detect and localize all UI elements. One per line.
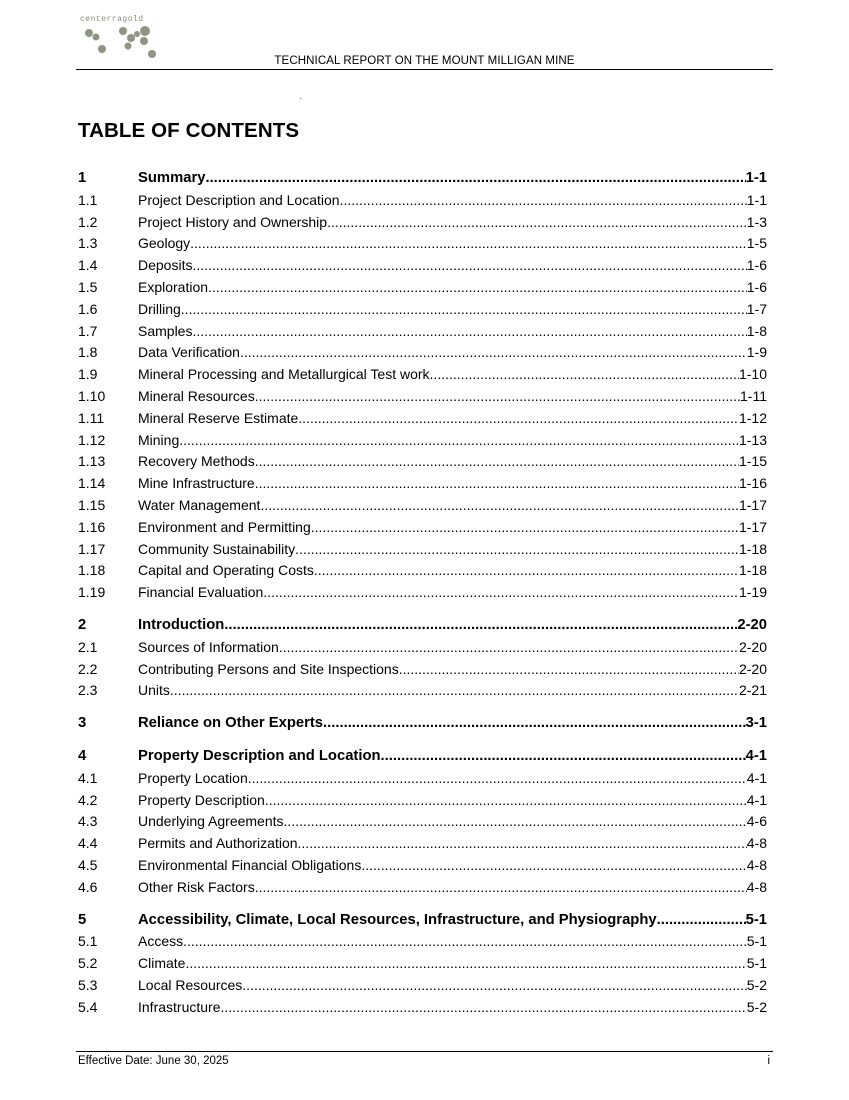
toc-section-entry[interactable] (78, 953, 767, 975)
toc-entry-title: Environment and Permitting (138, 518, 311, 535)
toc-entry-page: 3-1 (745, 715, 767, 732)
toc-entry-title: Drilling (138, 300, 181, 317)
toc-entry-page: 1-17 (738, 496, 767, 513)
toc-entry-number: 4.2 (78, 791, 98, 808)
toc-entry-page: 4-8 (746, 878, 767, 895)
toc-entry-number: 1.4 (78, 257, 98, 274)
toc-entry-title: Mineral Reserve Estimate (138, 409, 299, 426)
toc-entry-page: 1-11 (740, 387, 767, 404)
toc-chapter-group (78, 615, 767, 702)
toc-entry-number: 3 (78, 715, 87, 732)
toc-entry-page: 1-18 (738, 540, 767, 557)
toc-entry-page: 1-10 (738, 366, 767, 383)
toc-dot-leader (298, 408, 739, 430)
toc-entry-number: 4.4 (78, 835, 98, 852)
toc-entry-page: 2-20 (738, 638, 767, 655)
toc-entry-title: Capital and Operating Costs (138, 562, 314, 579)
toc-entry-title: Reliance on Other Experts (138, 715, 324, 732)
toc-entry-page: 2-21 (738, 682, 767, 699)
toc-entry-number: 1.8 (78, 344, 98, 361)
toc-entry-number: 4 (78, 747, 87, 764)
toc-dot-leader (399, 659, 739, 681)
toc-section-entry[interactable] (78, 408, 767, 430)
logo-wordmark: centerragold (80, 15, 144, 24)
toc-chapter-entry[interactable] (78, 713, 767, 735)
toc-entry-title: Water Management (138, 496, 261, 513)
toc-entry-number: 1.18 (78, 562, 106, 579)
toc-section-entry[interactable] (78, 342, 767, 364)
toc-entry-title: Property Location (138, 769, 248, 786)
toc-section-entry[interactable] (78, 680, 767, 702)
toc-section-entry[interactable] (78, 233, 767, 255)
toc-section-entry[interactable] (78, 495, 767, 517)
toc-entry-page: 4-1 (746, 791, 767, 808)
toc-entry-title: Summary (138, 170, 206, 186)
toc-dot-leader (265, 790, 747, 812)
toc-dot-leader (192, 321, 746, 343)
toc-entry-number: 1.1 (78, 191, 98, 208)
toc-dot-leader (242, 975, 746, 997)
table-of-contents (78, 168, 767, 1029)
toc-section-entry[interactable] (78, 321, 767, 343)
toc-entry-number: 1.17 (78, 540, 106, 557)
toc-entry-page: 1-1 (746, 191, 767, 208)
toc-dot-leader (255, 877, 747, 899)
toc-section-entry[interactable] (78, 430, 767, 452)
toc-dot-leader (323, 713, 746, 735)
toc-dot-leader (248, 768, 747, 790)
toc-entry-title: Climate (138, 955, 186, 972)
toc-entry-title: Deposits (138, 257, 193, 274)
toc-section-entry[interactable] (78, 473, 767, 495)
toc-section-entry[interactable] (78, 190, 767, 212)
toc-entry-title: Introduction (138, 616, 225, 633)
toc-dot-leader (220, 997, 746, 1019)
toc-entry-title: Samples (138, 322, 193, 339)
toc-entry-title: Project History and Ownership (138, 213, 328, 230)
toc-chapter-entry[interactable] (78, 168, 767, 190)
toc-entry-page: 5-2 (746, 998, 767, 1015)
toc-section-entry[interactable] (78, 855, 767, 877)
toc-section-entry[interactable] (78, 451, 767, 473)
toc-entry-title: Units (138, 682, 170, 699)
toc-section-entry[interactable] (78, 255, 767, 277)
toc-entry-page: 4-1 (745, 747, 767, 764)
toc-entry-page: 1-6 (746, 257, 767, 274)
toc-entry-title: Exploration (138, 278, 209, 295)
toc-dot-leader (314, 560, 739, 582)
footer-divider (76, 1051, 773, 1052)
toc-dot-leader (279, 637, 739, 659)
toc-dot-leader (657, 910, 746, 932)
toc-entry-page: 4-6 (746, 813, 767, 830)
toc-entry-page: 1-15 (738, 453, 767, 470)
page-number: i (767, 1055, 770, 1067)
toc-entry-title: Community Sustainability (138, 540, 296, 557)
toc-entry-number: 5.2 (78, 955, 98, 972)
toc-entry-number: 1 (78, 170, 87, 186)
toc-entry-page: 2-20 (738, 660, 767, 677)
toc-entry-title: Financial Evaluation (138, 584, 264, 601)
toc-dot-leader (208, 277, 747, 299)
toc-entry-number: 1.6 (78, 300, 98, 317)
toc-entry-number: 1.10 (78, 387, 106, 404)
toc-entry-number: 4.3 (78, 813, 98, 830)
toc-entry-number: 5.4 (78, 998, 98, 1015)
toc-entry-title: Data Verification (138, 344, 240, 361)
toc-dot-leader (255, 473, 739, 495)
toc-dot-leader (298, 833, 747, 855)
toc-entry-title: Environmental Financial Obligations (138, 856, 362, 873)
toc-entry-title: Mineral Resources (138, 387, 255, 404)
toc-entry-title: Mine Infrastructure (138, 475, 255, 492)
toc-dot-leader (340, 190, 747, 212)
toc-entry-title: Contributing Persons and Site Inspections (138, 660, 399, 677)
toc-entry-title: Other Risk Factors (138, 878, 255, 895)
toc-entry-title: Underlying Agreements (138, 813, 284, 830)
toc-entry-number: 1.7 (78, 322, 98, 339)
toc-section-entry[interactable] (78, 539, 767, 561)
toc-section-entry[interactable] (78, 299, 767, 321)
toc-entry-title: Local Resources (138, 976, 243, 993)
toc-chapter-entry[interactable] (78, 746, 767, 768)
toc-entry-number: 2.2 (78, 660, 98, 677)
toc-dot-leader (327, 212, 747, 234)
toc-dot-leader (263, 582, 739, 604)
toc-dot-leader (192, 255, 746, 277)
toc-entry-page: 1-12 (738, 409, 767, 426)
toc-entry-number: 5.1 (78, 933, 98, 950)
toc-chapter-group (78, 168, 767, 604)
toc-entry-number: 1.9 (78, 366, 98, 383)
toc-section-entry[interactable] (78, 364, 767, 386)
toc-section-entry[interactable] (78, 975, 767, 997)
toc-entry-number: 2 (78, 616, 87, 633)
toc-section-entry[interactable] (78, 811, 767, 833)
toc-section-entry[interactable] (78, 637, 767, 659)
toc-entry-number: 2.3 (78, 682, 98, 699)
toc-section-entry[interactable] (78, 582, 767, 604)
toc-entry-page: 4-8 (746, 835, 767, 852)
toc-entry-title: Infrastructure (138, 998, 221, 1015)
toc-entry-page: 5-2 (746, 976, 767, 993)
toc-entry-page: 5-1 (746, 933, 767, 950)
toc-entry-page: 1-16 (738, 475, 767, 492)
toc-dot-leader (181, 299, 747, 321)
toc-entry-number: 2.1 (78, 638, 98, 655)
toc-entry-title: Property Description (138, 791, 265, 808)
toc-dot-leader (190, 233, 747, 255)
toc-chapter-group (78, 746, 767, 899)
toc-dot-leader (311, 517, 739, 539)
toc-dot-leader (224, 615, 737, 637)
toc-entry-title: Accessibility, Climate, Local Resources, Infrastructure, and Physiography (138, 911, 657, 928)
toc-entry-page: 4-8 (746, 856, 767, 873)
toc-entry-number: 1.3 (78, 235, 98, 252)
toc-entry-title: Mining (138, 431, 180, 448)
toc-dot-leader (430, 364, 739, 386)
toc-entry-page: 1-7 (746, 300, 767, 317)
toc-dot-leader (295, 539, 739, 561)
toc-dot-leader (255, 451, 739, 473)
toc-entry-number: 1.11 (78, 409, 105, 426)
toc-entry-number: 4.5 (78, 856, 98, 873)
toc-entry-title: Recovery Methods (138, 453, 255, 470)
toc-section-entry[interactable] (78, 386, 767, 408)
toc-dot-leader (205, 168, 745, 190)
toc-entry-title: Geology (138, 235, 191, 252)
toc-entry-page: 1-8 (746, 322, 767, 339)
toc-dot-leader (284, 811, 747, 833)
toc-entry-page: 5-1 (746, 955, 767, 972)
report-title: TECHNICAL REPORT ON THE MOUNT MILLIGAN MINE (274, 55, 575, 67)
toc-entry-number: 1.19 (78, 584, 106, 601)
toc-dot-leader (240, 342, 747, 364)
toc-entry-page: 5-1 (745, 911, 767, 928)
toc-entry-number: 1.14 (78, 475, 106, 492)
toc-chapter-entry[interactable] (78, 910, 767, 932)
toc-section-entry[interactable] (78, 768, 767, 790)
toc-dot-leader (183, 931, 747, 953)
toc-entry-number: 1.13 (78, 453, 106, 470)
toc-entry-page: 1-18 (738, 562, 767, 579)
toc-chapter-group (78, 713, 767, 735)
effective-date: Effective Date: June 30, 2025 (78, 1055, 229, 1067)
toc-entry-page: 1-3 (746, 213, 767, 230)
toc-section-entry[interactable] (78, 997, 767, 1019)
toc-entry-page: 1-13 (738, 431, 767, 448)
toc-entry-page: 1-17 (738, 518, 767, 535)
toc-entry-number: 1.5 (78, 278, 98, 295)
toc-section-entry[interactable] (78, 517, 767, 539)
toc-dot-leader (255, 386, 740, 408)
toc-entry-number: 1.12 (78, 431, 106, 448)
toc-section-entry[interactable] (78, 212, 767, 234)
toc-entry-page: 1-1 (745, 170, 767, 186)
toc-entry-page: 4-1 (746, 769, 767, 786)
toc-section-entry[interactable] (78, 931, 767, 953)
toc-entry-number: 4.6 (78, 878, 98, 895)
header-divider (76, 69, 773, 70)
toc-section-entry[interactable] (78, 277, 767, 299)
toc-entry-title: Sources of Information (138, 638, 279, 655)
toc-section-entry[interactable] (78, 833, 767, 855)
toc-dot-leader (170, 680, 739, 702)
toc-entry-number: 1.2 (78, 213, 98, 230)
toc-entry-title: Mineral Processing and Metallurgical Test work (138, 366, 430, 383)
toc-entry-number: 5.3 (78, 976, 98, 993)
toc-section-entry[interactable] (78, 560, 767, 582)
toc-entry-number: 1.15 (78, 496, 106, 513)
toc-entry-page: 1-19 (738, 584, 767, 601)
toc-section-entry[interactable] (78, 659, 767, 681)
toc-section-entry[interactable] (78, 790, 767, 812)
page-speck (300, 98, 301, 99)
toc-entry-number: 4.1 (78, 769, 98, 786)
toc-dot-leader (179, 430, 739, 452)
toc-dot-leader (185, 953, 746, 975)
toc-dot-leader (381, 746, 746, 768)
toc-chapter-entry[interactable] (78, 615, 767, 637)
toc-entry-title: Permits and Authorization (138, 835, 298, 852)
toc-entry-title: Access (138, 933, 184, 950)
toc-heading: TABLE OF CONTENTS (78, 119, 300, 142)
toc-entry-page: 1-5 (746, 235, 767, 252)
toc-chapter-group (78, 910, 767, 1019)
toc-entry-number: 1.16 (78, 518, 106, 535)
toc-section-entry[interactable] (78, 877, 767, 899)
toc-entry-number: 5 (78, 911, 87, 928)
toc-entry-title: Property Description and Location (138, 747, 381, 764)
toc-entry-page: 1-6 (746, 278, 767, 295)
toc-entry-page: 1-9 (746, 344, 767, 361)
toc-dot-leader (260, 495, 739, 517)
toc-dot-leader (361, 855, 746, 877)
toc-entry-page: 2-20 (737, 616, 767, 633)
toc-entry-title: Project Description and Location (138, 191, 340, 208)
